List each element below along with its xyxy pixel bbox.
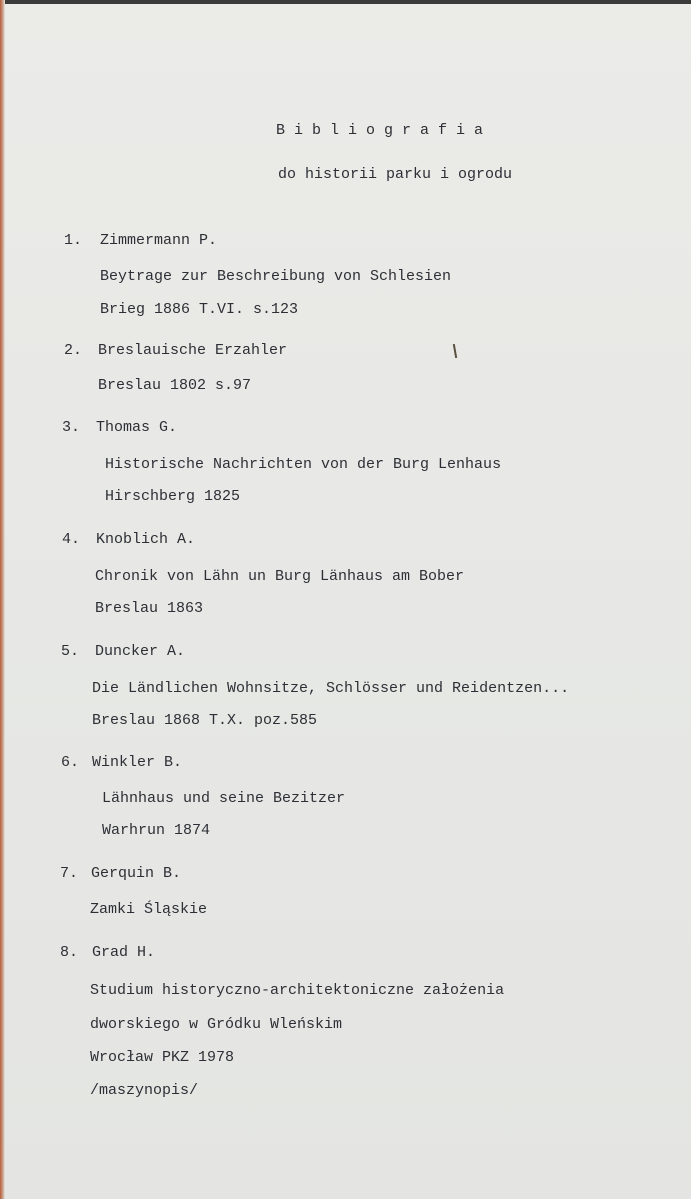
entry-title: Studium historyczno-architektoniczne założenia [90,982,505,999]
entry-title: Beytrage zur Beschreibung von Schlesien [100,268,452,285]
entry-number: 7. [60,865,79,882]
entry-author: Thomas G. [96,419,178,436]
entry-title: Chronik von Lähn un Burg Länhaus am Bober [95,568,465,585]
entry-number: 5. [61,643,80,660]
stray-ink-mark [453,344,457,358]
entry-author: Winkler B. [92,754,183,771]
entry-number: 1. [64,232,83,249]
entry-number: 4. [62,531,81,548]
entry-title: Zamki Śląskie [90,901,208,918]
entry-publication: Hirschberg 1825 [105,488,241,505]
entry-publication: Breslau 1863 [95,600,204,617]
document-title: B i b l i o g r a f i a [276,122,484,139]
entry-title-continued: dworskiego w Gródku Wleńskim [90,1016,343,1033]
entry-title: Lähnhaus und seine Bezitzer [102,790,346,807]
entry-publication: Wrocław PKZ 1978 [90,1049,235,1066]
entry-note: /maszynopis/ [90,1082,199,1099]
entry-publication: Brieg 1886 T.VI. s.123 [100,301,299,318]
document-subtitle: do historii parku i ogrodu [278,166,513,183]
entry-publication: Breslau 1802 s.97 [98,377,252,394]
entry-number: 2. [64,342,83,359]
entry-author: Duncker A. [95,643,186,660]
entry-number: 6. [61,754,80,771]
entry-author: Gerquin B. [91,865,182,882]
entry-title: Die Ländlichen Wohnsitze, Schlösser und Reidentzen... [92,680,570,697]
entry-author: Knoblich A. [96,531,196,548]
entry-title: Historische Nachrichten von der Burg Lenhaus [105,456,502,473]
entry-title: Breslauische Erzahler [98,342,288,359]
entry-author: Grad H. [92,944,156,961]
page-top-edge [0,0,691,4]
entry-author: Zimmermann P. [100,232,218,249]
entry-publication: Breslau 1868 T.X. poz.585 [92,712,318,729]
page-binding-edge [0,0,5,1199]
entry-publication: Warhrun 1874 [102,822,211,839]
entry-number: 3. [62,419,81,436]
entry-number: 8. [60,944,79,961]
